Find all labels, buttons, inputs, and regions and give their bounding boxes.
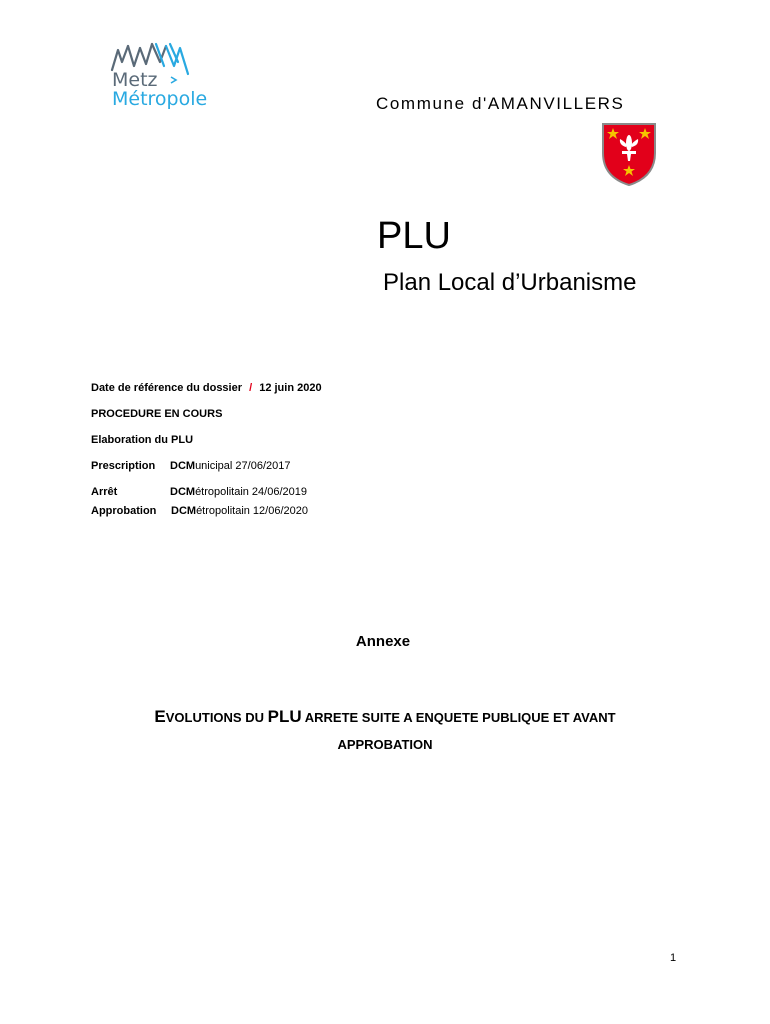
annexe-text-b: ARRETE SUITE A ENQUETE PUBLIQUE ET AVANT (301, 710, 616, 725)
approbation-dcm: DCM (171, 505, 197, 517)
approbation-text: étropolitain 12/06/2020 (196, 505, 308, 517)
prescription-value (170, 459, 290, 473)
logo-arrow-icon (170, 75, 180, 85)
coat-of-arms-icon (600, 121, 658, 187)
prescription-label: Prescription (91, 460, 156, 472)
logo-text-metz: Metz (112, 69, 158, 91)
page-number: 1 (670, 952, 677, 964)
commune-name: Commune d'AMANVILLERS (376, 94, 625, 113)
arret-label: Arrêt (91, 486, 118, 498)
approbation-value (171, 504, 308, 518)
prescription-text: unicipal 27/06/2017 (195, 460, 291, 472)
annexe-initial: E (154, 707, 166, 726)
arret-dcm: DCM (170, 486, 196, 498)
annexe-heading (0, 632, 770, 652)
arret-value (170, 485, 307, 499)
approbation-label: Approbation (91, 505, 157, 517)
arret-text: étropolitain 24/06/2019 (195, 486, 307, 498)
annexe-plu: PLU (267, 707, 302, 726)
prescription-dcm: DCM (170, 460, 196, 472)
procedure-status: PROCEDURE EN COURS (91, 408, 223, 420)
reference-date-line (91, 381, 322, 395)
annexe-subtitle-line2: APPROBATION (337, 737, 433, 752)
elaboration-label: Elaboration du PLU (91, 434, 194, 446)
annexe-text-a: VOLUTIONS DU (165, 710, 268, 725)
annexe-subtitle-line1 (0, 706, 770, 729)
logo-text-metropole: Métropole (112, 88, 208, 110)
reference-separator: / (249, 382, 253, 394)
annexe-title: Annexe (355, 633, 411, 650)
document-title: PLU (377, 215, 451, 257)
document-subtitle: Plan Local d’Urbanisme (383, 269, 637, 296)
reference-date: 12 juin 2020 (259, 382, 322, 394)
metz-metropole-logo (106, 40, 226, 115)
reference-label: Date de référence du dossier (91, 382, 243, 394)
